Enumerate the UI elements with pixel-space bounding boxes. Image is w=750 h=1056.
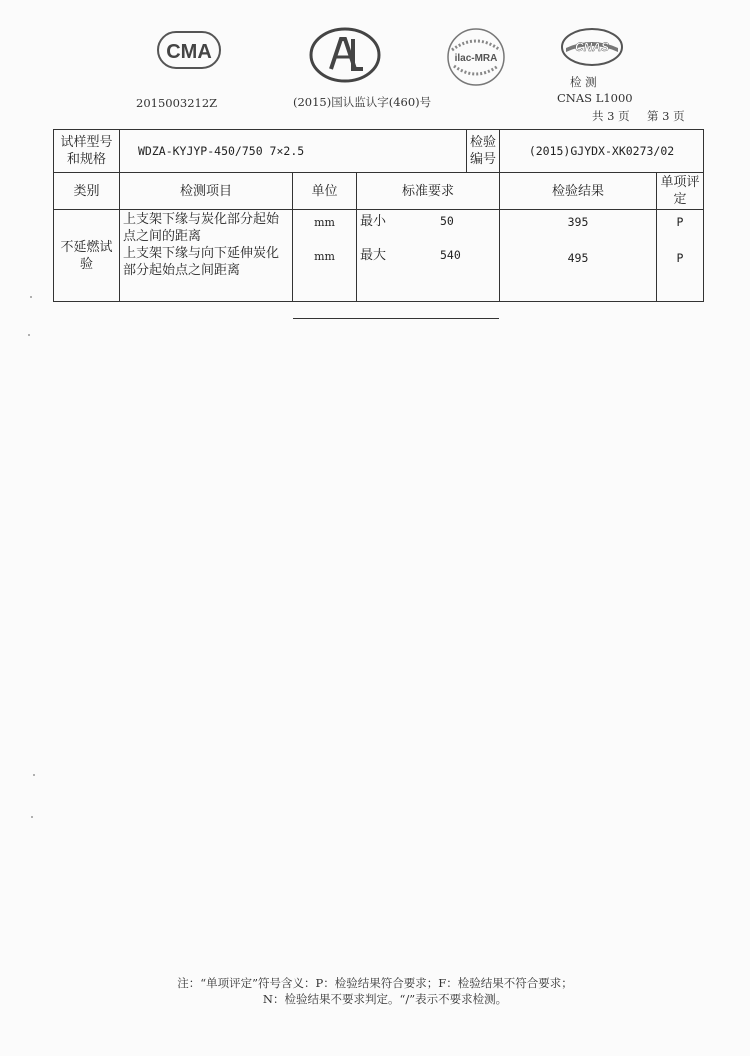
header-standard: 标准要求 [357,173,500,210]
header-unit: 单位 [293,173,357,210]
header-category: 类别 [54,173,120,210]
scan-speck [31,816,33,818]
end-divider [293,318,499,319]
ilac-mra-logo [446,26,506,88]
row1-unit: mm [314,216,335,229]
results-cell [500,210,657,302]
data-row [54,210,704,302]
page-total: 共 3 页 [592,109,630,123]
units-cell [293,210,357,302]
row1-result: 395 [567,215,589,229]
row2-standard [360,247,496,264]
row2-req-value: 540 [440,248,461,262]
header-row [54,173,704,210]
note-line-1: 注：“单项评定”符号含义：P：检验结果符合要求；F：检验结果不符合要求； [177,976,573,990]
row1-verdict: P [676,215,684,229]
cma-logo [156,30,222,70]
scan-speck [33,774,35,776]
report-number-value: (2015)GJYDX-XK0273/02 [500,130,704,173]
row1-item: 上支架下缘与炭化部分起始点之间的距离 [123,212,280,244]
header-item: 检测项目 [120,173,293,210]
row2-verdict: P [676,251,684,265]
cal-logo [309,27,381,83]
sample-label: 试样型号和规格 [54,130,120,173]
verdicts-cell [657,210,704,302]
sample-row [54,130,704,173]
sample-value: WDZA-KYJYP-450/750 7×2.5 [120,130,467,173]
ilac-logo-text: ilac-MRA [454,53,498,64]
cnas-label-number: CNAS L1000 [557,91,633,105]
page-current: 第 3 页 [647,109,685,123]
report-table [53,129,704,302]
row1-standard [360,213,496,247]
category-cell: 不延燃试验 [54,210,120,302]
row2-unit: mm [314,250,335,263]
note-line-2: N：检验结果不要求判定。“/”表示不要求检测。 [262,992,508,1006]
row1-req-label: 最小 [360,214,387,229]
row2-req-label: 最大 [360,248,387,263]
cma-logo-text: CMA [166,41,212,63]
row1-req-value: 50 [440,214,454,228]
authorization-number: (2015)国认监认字(460)号 [293,95,432,109]
header-result: 检验结果 [500,173,657,210]
report-number-label: 检验编号 [467,130,500,173]
row2-result: 495 [567,251,589,265]
items-cell [120,210,293,302]
cert-number: 2015003212Z [136,96,218,110]
scan-speck [30,296,32,298]
standards-cell [357,210,500,302]
cnas-logo [560,26,624,68]
row2-item: 上支架下缘与向下延伸炭化部分起始点之间距离 [123,246,280,278]
cal-logo-text: CAL [343,79,347,80]
header-verdict: 单项评定 [657,173,704,210]
cnas-logo-text: CNAS [574,40,610,54]
cnas-label-testing: 检 测 [570,75,597,89]
scan-speck [28,334,30,336]
